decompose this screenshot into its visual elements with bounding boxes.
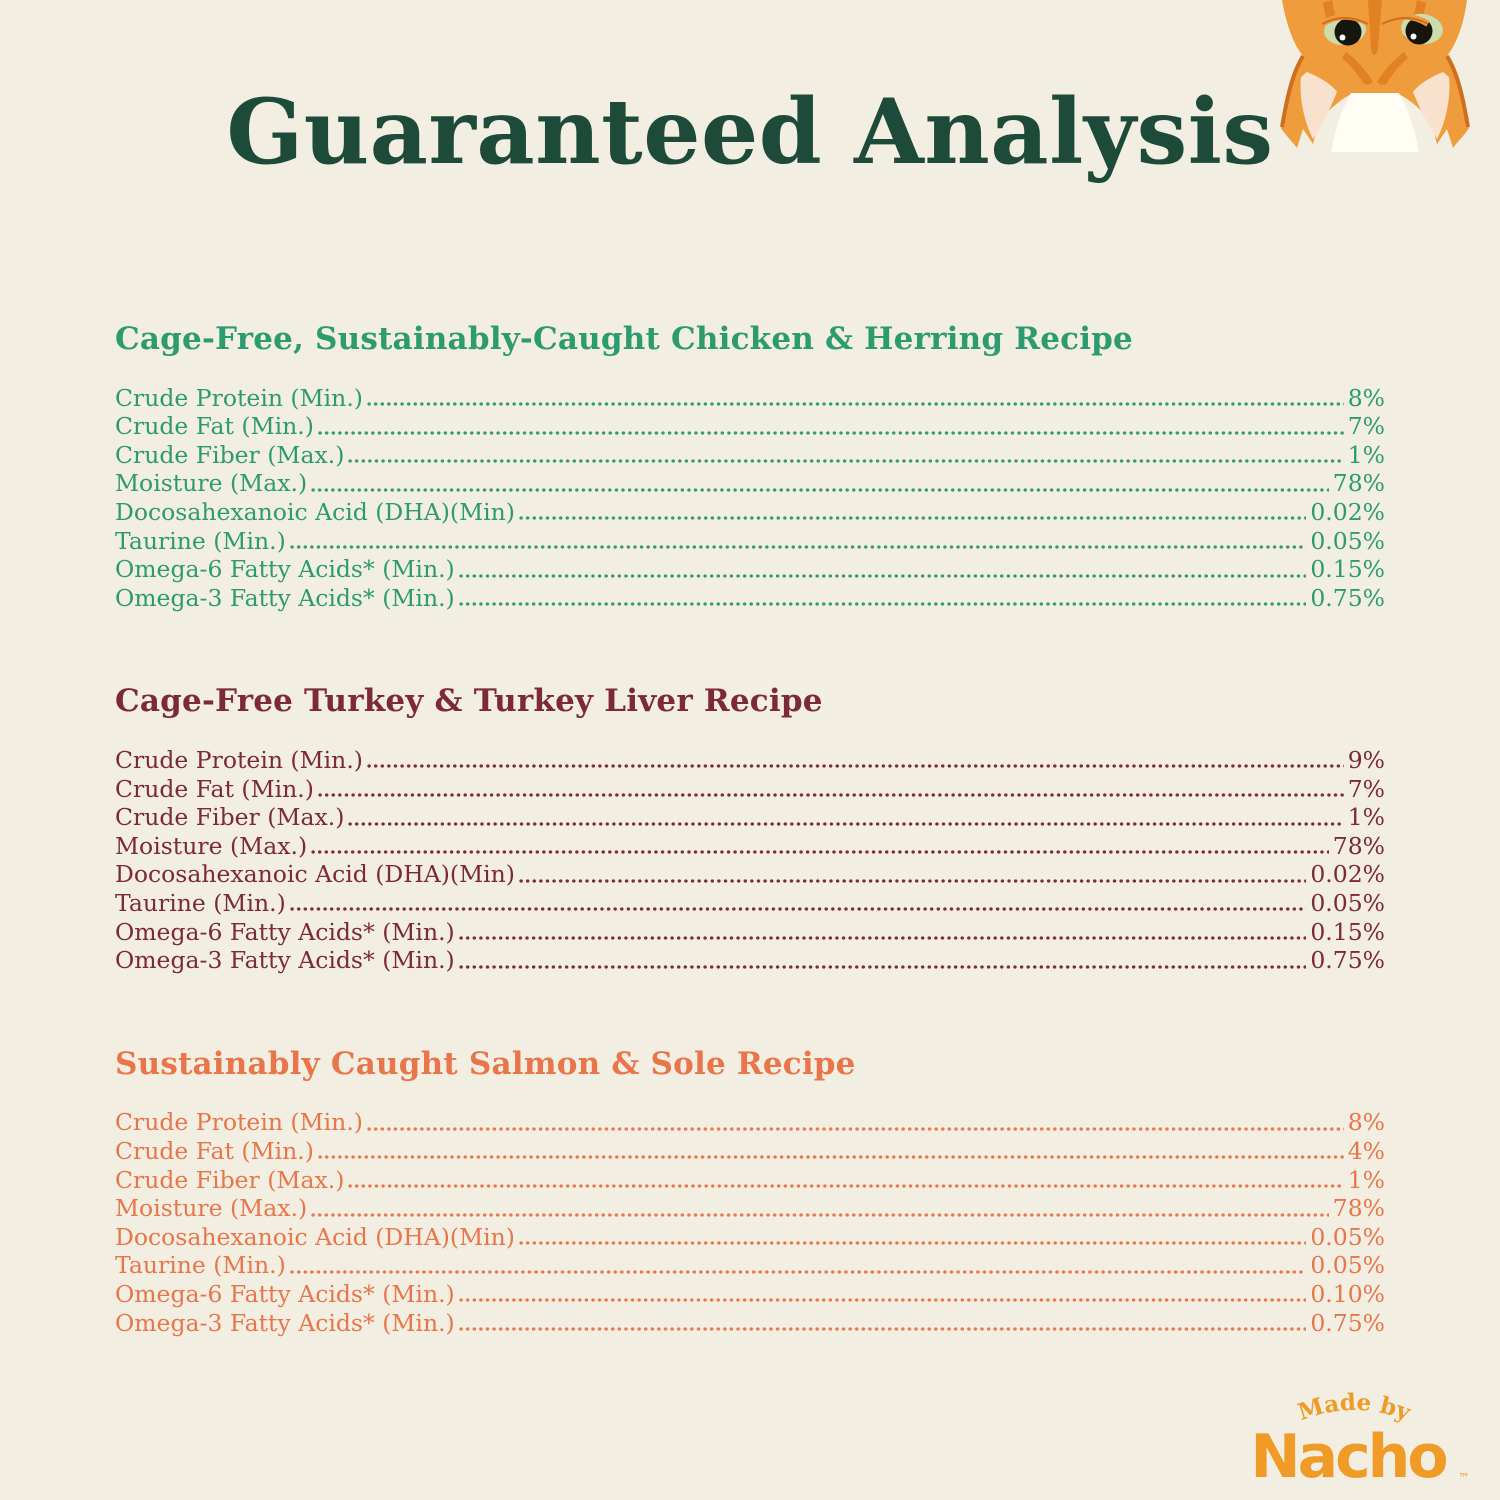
analysis-row xyxy=(115,527,1385,556)
section-chicken-herring xyxy=(115,322,1385,612)
analysis-row xyxy=(115,498,1385,527)
nutrient-label: Crude Fiber (Max.) xyxy=(115,803,345,832)
analysis-row xyxy=(115,832,1385,861)
dot-leader xyxy=(517,1223,1308,1252)
analysis-row xyxy=(115,803,1385,832)
dot-leader xyxy=(457,918,1309,947)
analysis-row xyxy=(115,412,1385,441)
cat-peeking-illustration xyxy=(1276,0,1474,152)
page-title: Guaranteed Analysis xyxy=(226,79,1274,185)
nutrient-value: 7% xyxy=(1347,412,1385,441)
analysis-row xyxy=(115,1251,1385,1280)
nutrient-value: 78% xyxy=(1332,831,1385,860)
nutrient-label: Crude Fiber (Max.) xyxy=(115,440,345,469)
dot-leader xyxy=(346,803,1345,832)
nutrient-label: Moisture (Max.) xyxy=(115,831,308,860)
nutrient-value: 1% xyxy=(1347,1165,1385,1194)
nutrient-label: Taurine (Min.) xyxy=(115,526,286,555)
nutrient-label: Docosahexanoic Acid (DHA)(Min) xyxy=(115,1222,515,1251)
dot-leader xyxy=(517,498,1308,527)
nutrient-label: Taurine (Min.) xyxy=(115,889,286,917)
nutrient-value: 78% xyxy=(1332,469,1385,498)
analysis-row xyxy=(115,555,1385,584)
analysis-row xyxy=(115,1108,1385,1137)
nutrient-value: 7% xyxy=(1347,774,1385,803)
dot-leader xyxy=(346,1166,1345,1195)
nutrient-value: 0.02% xyxy=(1310,498,1385,527)
section-turkey-liver xyxy=(115,684,1385,974)
dot-leader xyxy=(365,746,1346,775)
dot-leader xyxy=(316,1137,1346,1166)
section-salmon-sole xyxy=(115,1047,1385,1337)
analysis-row xyxy=(115,584,1385,613)
dot-leader xyxy=(346,441,1345,470)
dot-leader xyxy=(457,555,1309,584)
nutrient-value: 0.15% xyxy=(1310,555,1385,584)
dot-leader xyxy=(316,412,1346,441)
nutrient-label: Crude Protein (Min.) xyxy=(115,1108,363,1137)
section-heading: Cage-Free Turkey & Turkey Liver Recipe xyxy=(115,683,823,720)
nutrient-value: 0.05% xyxy=(1310,526,1385,555)
nutrient-label: Crude Fiber (Max.) xyxy=(115,1165,345,1194)
made-by-text: Made by xyxy=(1294,1388,1414,1427)
section-heading: Cage-Free, Sustainably-Caught Chicken & Herring Recipe xyxy=(115,321,1133,357)
analysis-row xyxy=(115,1280,1385,1309)
analysis-row xyxy=(115,775,1385,804)
analysis-row xyxy=(115,1223,1385,1252)
dot-leader xyxy=(316,775,1346,804)
analysis-row xyxy=(115,746,1385,775)
nutrient-value: 0.75% xyxy=(1310,1308,1385,1337)
nutrient-label: Docosahexanoic Acid (DHA)(Min) xyxy=(115,498,515,527)
guaranteed-analysis-tables xyxy=(115,322,1385,1337)
analysis-row xyxy=(115,384,1385,413)
nutrient-label: Crude Protein (Min.) xyxy=(115,746,363,775)
nutrient-value: 0.75% xyxy=(1310,946,1385,975)
dot-leader xyxy=(517,860,1308,889)
section-heading: Sustainably Caught Salmon & Sole Recipe xyxy=(115,1045,856,1082)
dot-leader xyxy=(309,469,1331,498)
nutrient-value: 8% xyxy=(1347,383,1385,412)
dot-leader xyxy=(288,889,1309,918)
nutrient-value: 0.75% xyxy=(1310,583,1385,612)
nutrient-label: Omega-3 Fatty Acids* (Min.) xyxy=(115,583,455,612)
nutrient-label: Crude Protein (Min.) xyxy=(115,383,363,412)
nutrient-value: 9% xyxy=(1347,746,1385,775)
nutrient-label: Omega-6 Fatty Acids* (Min.) xyxy=(115,1279,455,1308)
nutrient-label: Crude Fat (Min.) xyxy=(115,412,314,441)
dot-leader xyxy=(309,832,1331,861)
nutrient-value: 8% xyxy=(1347,1108,1385,1137)
dot-leader xyxy=(457,1280,1309,1309)
nutrient-label: Docosahexanoic Acid (DHA)(Min) xyxy=(115,860,515,889)
made-by-nacho-logo xyxy=(1236,1383,1476,1488)
dot-leader xyxy=(288,1251,1309,1280)
nutrient-value: 0.05% xyxy=(1310,1251,1385,1280)
trademark-symbol: ™ xyxy=(1458,1471,1470,1485)
analysis-row xyxy=(115,946,1385,975)
analysis-row xyxy=(115,860,1385,889)
nutrient-value: 4% xyxy=(1347,1137,1385,1166)
nutrient-value: 0.05% xyxy=(1310,889,1385,917)
nutrient-label: Omega-3 Fatty Acids* (Min.) xyxy=(115,1308,455,1337)
nutrient-value: 0.15% xyxy=(1310,917,1385,946)
analysis-row xyxy=(115,1137,1385,1166)
nutrient-value: 1% xyxy=(1347,440,1385,469)
nutrient-label: Omega-6 Fatty Acids* (Min.) xyxy=(115,917,455,946)
nutrient-label: Taurine (Min.) xyxy=(115,1251,286,1280)
dot-leader xyxy=(309,1194,1331,1223)
nutrient-label: Crude Fat (Min.) xyxy=(115,774,314,803)
dot-leader xyxy=(457,1309,1309,1338)
cat-peeking-icon xyxy=(1276,0,1474,152)
nutrient-label: Omega-3 Fatty Acids* (Min.) xyxy=(115,946,455,975)
nutrient-value: 0.02% xyxy=(1310,860,1385,889)
analysis-row xyxy=(115,889,1385,918)
nutrient-value: 1% xyxy=(1347,803,1385,832)
dot-leader xyxy=(288,527,1309,556)
dot-leader xyxy=(457,584,1309,613)
nutrient-label: Moisture (Max.) xyxy=(115,469,308,498)
nutrient-label: Crude Fat (Min.) xyxy=(115,1137,314,1166)
nutrient-value: 0.05% xyxy=(1310,1222,1385,1251)
nutrient-value: 0.10% xyxy=(1310,1279,1385,1308)
analysis-row xyxy=(115,1309,1385,1338)
analysis-row xyxy=(115,1194,1385,1223)
analysis-row xyxy=(115,1166,1385,1195)
nutrient-label: Moisture (Max.) xyxy=(115,1194,308,1223)
analysis-row xyxy=(115,469,1385,498)
dot-leader xyxy=(365,1108,1346,1137)
analysis-row xyxy=(115,918,1385,947)
nutrient-label: Omega-6 Fatty Acids* (Min.) xyxy=(115,555,455,584)
dot-leader xyxy=(365,384,1346,413)
nacho-wordmark: Nacho xyxy=(1250,1422,1446,1488)
analysis-row xyxy=(115,441,1385,470)
nutrient-value: 78% xyxy=(1332,1194,1385,1223)
dot-leader xyxy=(457,946,1309,975)
